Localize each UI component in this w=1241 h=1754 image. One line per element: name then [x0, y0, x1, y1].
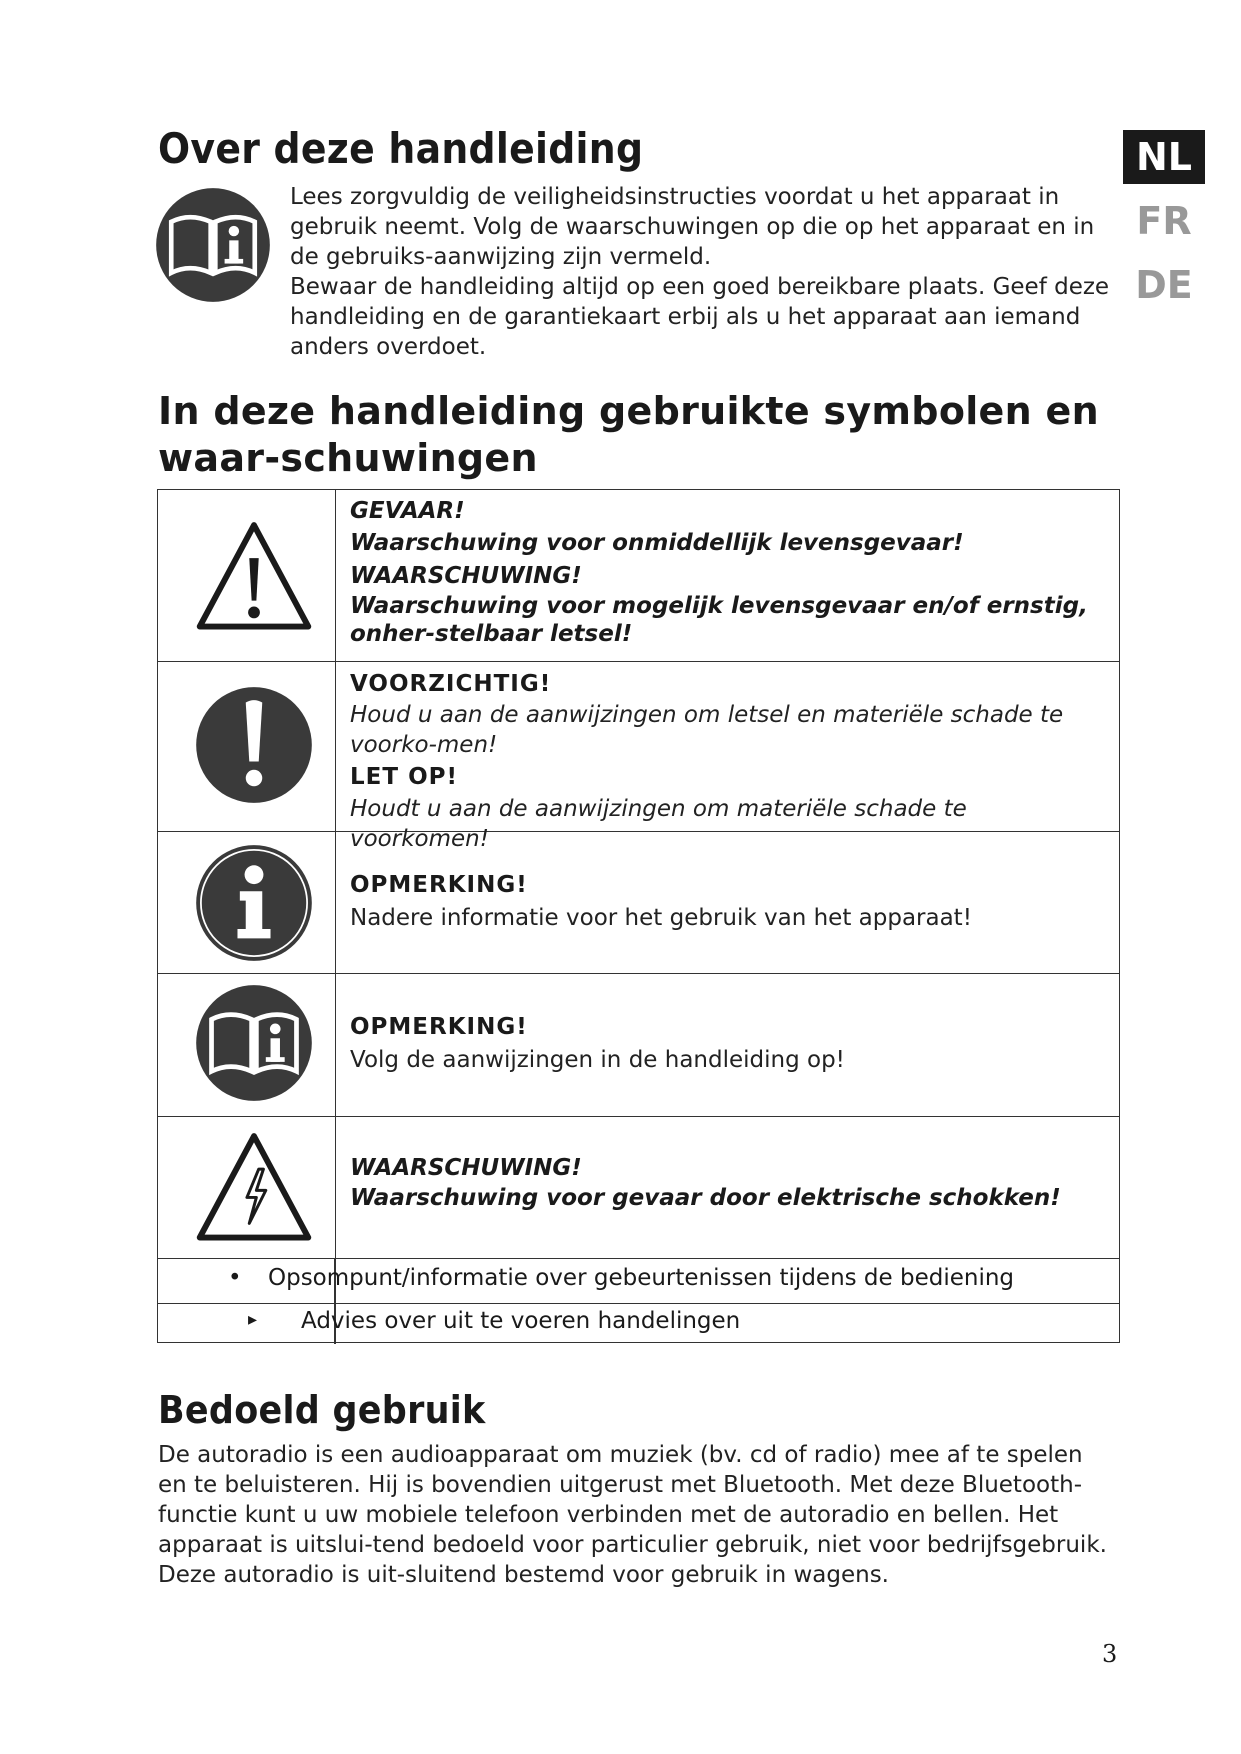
shock-warning-label: WAARSCHUWING! — [350, 1155, 582, 1181]
arrow-text: Advies over uit te voeren handelingen — [301, 1308, 741, 1334]
shock-warning-text: Waarschuwing voor gevaar door elektrische schokken! — [350, 1185, 1061, 1211]
note-text: Nadere informatie voor het gebruik van het apparaat! — [350, 905, 972, 931]
manual-book-icon — [155, 187, 271, 303]
language-tab-fr[interactable]: FR — [1136, 199, 1192, 243]
caution-label: VOORZICHTIG! — [350, 671, 552, 697]
arrow-right-icon: ▸ — [248, 1309, 258, 1330]
page-title: Over deze handleiding — [158, 124, 644, 173]
table-row — [158, 1304, 1119, 1344]
usage-section-title: Bedoeld gebruik — [158, 1388, 486, 1432]
danger-text: Waarschuwing voor onmiddellijk levensgevaar! — [350, 530, 964, 556]
page-number: 3 — [1102, 1640, 1118, 1668]
exclamation-circle-icon — [195, 686, 313, 804]
table-row — [158, 662, 1119, 852]
warning-label: WAARSCHUWING! — [350, 563, 582, 589]
table-row — [158, 832, 1119, 974]
electric-shock-icon — [195, 1129, 313, 1247]
intro-paragraph-2: Bewaar de handleiding altijd op een goed bereikbare plaats. Geef deze handleiding en de garantiekaart erbij als u het apparaat aan iemand anders overdoet. — [290, 274, 1110, 360]
warning-text: Waarschuwing voor mogelijk levensgevaar en/of ernstig, onher-stelbaar letsel! — [350, 593, 1088, 647]
table-row — [158, 974, 1119, 1117]
note-label: OPMERKING! — [350, 872, 528, 898]
bullet-text: Opsompunt/informatie over gebeurtenissen tijdens de bediening — [268, 1265, 1015, 1291]
bullet-icon: • — [228, 1265, 242, 1291]
table-row — [158, 1117, 1119, 1259]
language-tab-de[interactable]: DE — [1135, 263, 1193, 307]
danger-label: GEVAAR! — [350, 498, 465, 524]
usage-text: De autoradio is een audioapparaat om muziek (bv. cd of radio) mee af te spelen en te beluisteren. Hij is bovendien uitgerust met Bluetooth. Met deze Bluetooth-functie kunt u uw mobiele telefoon verbinden met de autoradio en bellen. Het apparaat is uitslui-tend bedoeld voor particulier gebruik, niet voor bedrijfsgebruik. Deze autoradio is uit-sluitend bestemd voor gebruik in wagens. — [158, 1442, 1107, 1588]
attention-label: LET OP! — [350, 764, 458, 790]
language-tab-nl[interactable]: NL — [1123, 130, 1205, 184]
intro-paragraph-1: Lees zorgvuldig de veiligheidsinstructies voordat u het apparaat in gebruik neemt. Volg de waarschuwingen op die op het apparaat en in de gebruiks-aanwijzing zijn vermeld. — [290, 184, 1095, 270]
symbols-table — [157, 489, 1120, 1343]
symbols-section-title: In deze handleiding gebruikte symbolen en waar-schuwingen — [158, 389, 1099, 480]
note-label: OPMERKING! — [350, 1014, 528, 1040]
warning-triangle-icon — [195, 518, 313, 636]
manual-book-icon — [195, 984, 313, 1102]
intro-text — [290, 182, 1120, 362]
table-row — [158, 1259, 1119, 1304]
attention-text: Houdt u aan de aanwijzingen om materiële schade te voorkomen! — [350, 796, 967, 852]
info-circle-icon — [195, 844, 313, 962]
note-text: Volg de aanwijzingen in de handleiding op! — [350, 1047, 845, 1073]
table-row — [158, 490, 1119, 662]
caution-text: Houd u aan de aanwijzingen om letsel en materiële schade te voorko-men! — [350, 702, 1064, 758]
